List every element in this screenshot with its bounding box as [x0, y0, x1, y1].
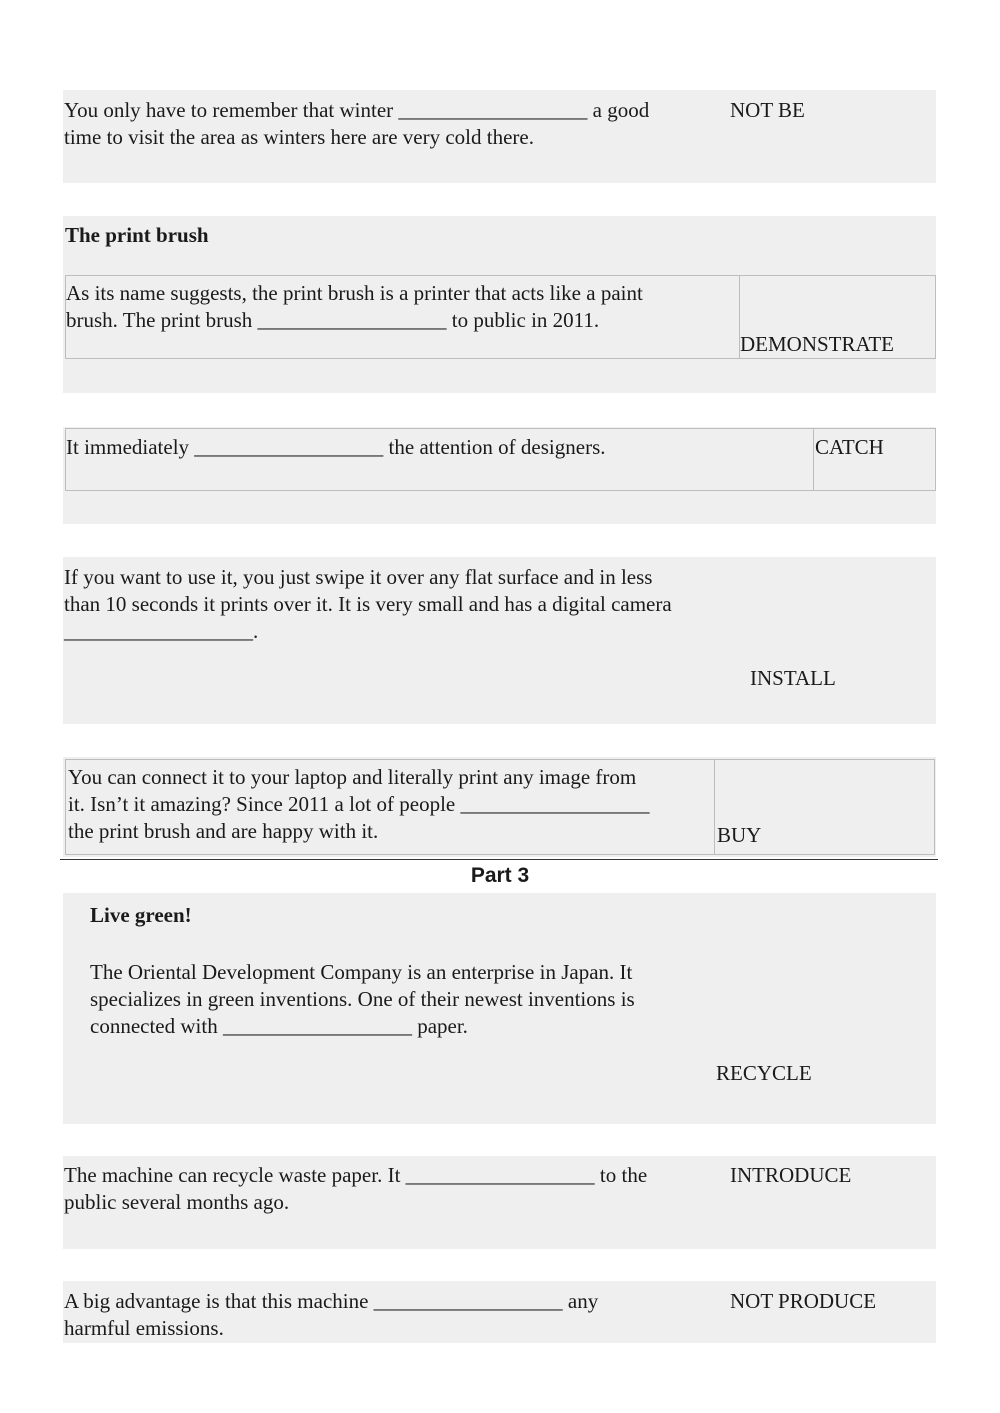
- exercise-sentence-7: The machine can recycle waste paper. It __________________ to the public several months ago.: [64, 1163, 648, 1214]
- exercise-sentence-2: As its name suggests, the print brush is a printer that acts like a paint brush. The print brush __________________ to public in 2011.: [66, 281, 643, 332]
- exercise-keyword-7: INTRODUCE: [730, 1163, 852, 1187]
- exercise-keyword-2: DEMONSTRATE: [740, 332, 895, 356]
- table-divider: [714, 759, 715, 855]
- exercise-sentence-4: If you want to use it, you just swipe it over any flat surface and in less than 10 seconds it prints over it. It is very small and has a digital camera __________________.: [64, 565, 672, 643]
- exercise-keyword-4: INSTALL: [750, 666, 836, 690]
- exercise-keyword-6: RECYCLE: [716, 1061, 812, 1085]
- part-label: Part 3: [470, 864, 530, 887]
- exercise-sentence-1: You only have to remember that winter __________________ a good time to visit the area as winters here are very cold there.: [64, 98, 650, 149]
- exercise-sentence-8: A big advantage is that this machine __________________ any harmful emissions.: [64, 1289, 599, 1340]
- exercise-keyword-8: NOT PRODUCE: [730, 1289, 877, 1313]
- exercise-keyword-3: CATCH: [815, 435, 884, 459]
- table-divider: [813, 428, 814, 491]
- exercise-keyword-1: NOT BE: [730, 98, 805, 122]
- section-heading: Live green!: [90, 903, 192, 927]
- section-heading: The print brush: [65, 223, 209, 247]
- section-divider: [60, 859, 938, 860]
- exercise-sentence-5: You can connect it to your laptop and literally print any image from it. Isn’t it amazing? Since 2011 a lot of people __________________ the print brush and are happy with it.: [68, 765, 650, 843]
- exercise-sentence-6: The Oriental Development Company is an enterprise in Japan. It specializes in green inventions. One of their newest inventions is connected with __________________ paper.: [90, 960, 635, 1038]
- exercise-keyword-5: BUY: [717, 823, 762, 847]
- exercise-sentence-3: It immediately __________________ the attention of designers.: [66, 435, 606, 459]
